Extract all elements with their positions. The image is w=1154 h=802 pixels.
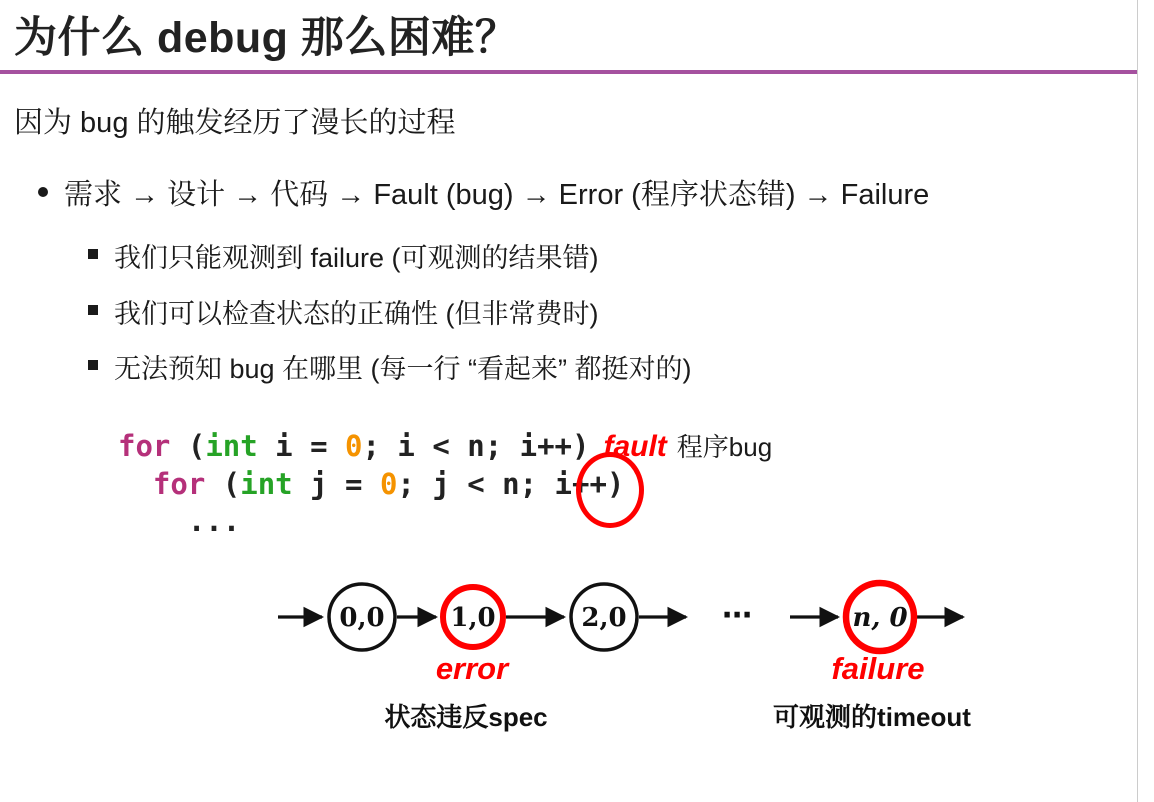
code-snippet xyxy=(118,428,772,540)
sub-bullet-text: 我们只能观测到 failure (可观测的结果错) xyxy=(114,243,599,273)
sub-bullet-item xyxy=(88,236,599,275)
code-token-keyword: for xyxy=(118,429,171,463)
code-token-type: int xyxy=(240,467,293,501)
code-token-plain xyxy=(118,467,153,501)
fault-annotation-label: fault xyxy=(603,430,667,463)
code-token-type: int xyxy=(205,429,258,463)
bug-highlight-circle xyxy=(576,452,644,528)
state-diagram xyxy=(0,575,1154,670)
main-bullet-text: 需求 → 设计 → 代码 → Fault (bug) → Error (程序状态错) → Failure xyxy=(64,179,930,211)
main-bullet-item xyxy=(38,172,929,213)
code-token-plain: ; j < n; i++) xyxy=(397,467,625,501)
failure-label: failure xyxy=(831,651,925,686)
code-token-number: 0 xyxy=(379,467,398,501)
error-caption: 状态违反spec xyxy=(384,702,548,732)
bullet-square-icon xyxy=(88,305,98,315)
fault-annotation-note: 程序bug xyxy=(676,432,773,462)
slide-right-border xyxy=(1137,0,1138,802)
code-token-plain: j = xyxy=(292,467,380,501)
sub-bullet-text: 无法预知 bug 在哪里 (每一行 “看起来” 都挺对的) xyxy=(114,354,692,384)
code-token-plain: ( xyxy=(170,429,206,463)
code-token-keyword: for xyxy=(152,467,206,501)
intro-text: 因为 bug 的触发经历了漫长的过程 xyxy=(14,107,456,139)
state-node-label: n, 0 xyxy=(852,603,908,633)
sub-bullet-item xyxy=(88,292,598,331)
code-token-plain: i = xyxy=(257,429,346,463)
bullet-square-icon xyxy=(88,249,98,259)
sub-bullet-item xyxy=(88,347,692,386)
error-label: error xyxy=(435,651,509,686)
code-line-1 xyxy=(118,428,772,466)
code-token-plain: ; i < n; i++) xyxy=(362,429,590,463)
code-line-3: ... xyxy=(118,504,241,538)
state-node-label: 2,0 xyxy=(581,603,627,633)
code-token-number: 0 xyxy=(345,429,363,463)
state-node-label: 1,0 xyxy=(450,603,496,633)
bullet-dot-icon xyxy=(38,187,48,197)
slide-title: 为什么 debug 那么困难？ xyxy=(14,14,519,62)
state-node-label: 0,0 xyxy=(339,603,385,633)
bullet-square-icon xyxy=(88,360,98,370)
code-line-2 xyxy=(118,466,772,503)
title-accent-rule xyxy=(0,70,1138,74)
ellipsis-dots: ⋯ xyxy=(722,599,752,632)
failure-caption: 可观测的timeout xyxy=(773,702,971,732)
code-token-plain: ( xyxy=(205,467,241,501)
sub-bullet-text: 我们可以检查状态的正确性 (但非常费时) xyxy=(114,299,599,329)
